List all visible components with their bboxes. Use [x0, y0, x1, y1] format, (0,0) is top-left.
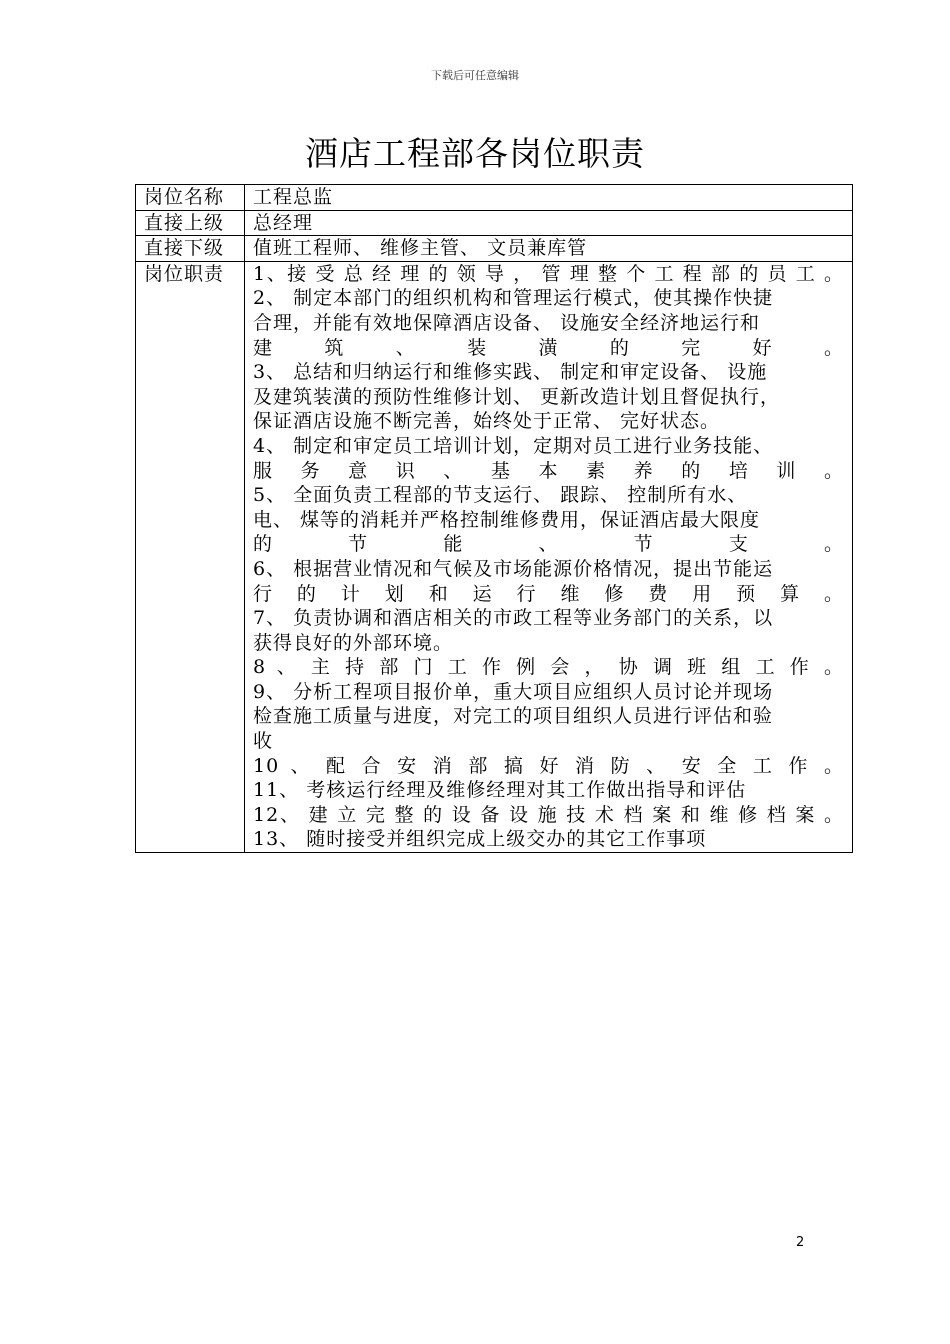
duty-line: 检查施工质量与进度，对完工的项目组织人员进行评估和验 [253, 705, 774, 728]
duty-line: 4、 制定和审定员工培训计划，定期对员工进行业务技能、 [253, 434, 774, 457]
duty-line: 合理，并能有效地保障酒店设备、 设施安全经济地运行和 [253, 311, 761, 334]
duty-line: 收 [253, 730, 274, 753]
duty-line: 5、 全面负责工程部的节支运行、 跟踪、 控制所有水、 [253, 484, 748, 507]
duty-line: 11、 考核运行经理及维修经理对其工作做出指导和评估 [253, 779, 747, 802]
duty-line: 13、 随时接受并组织完成上级交办的其它工作事项 [253, 828, 707, 851]
position-name-value: 工程总监 [245, 185, 853, 211]
job-duty-table [135, 184, 853, 853]
duty-line: 的 节 能 、 节 支 。 [253, 533, 844, 556]
duty-line: 7、 负责协调和酒店相关的市政工程等业务部门的关系，以 [253, 607, 774, 630]
page-number: 2 [796, 1235, 805, 1250]
duty-line: 及建筑装潢的预防性维修计划、 更新改造计划且督促执行， [253, 385, 781, 408]
duty-line: 2、 制定本部门的组织机构和管理运行模式，使其操作快捷 [253, 287, 774, 310]
duty-line: 12、 建 立 完 整 的 设 备 设 施 技 术 档 案 和 维 修 档 案 。 [253, 803, 844, 826]
direct-subordinates-label: 直接下级 [136, 236, 245, 262]
duty-line: 1、接 受 总 经 理 的 领 导 ， 管 理 整 个 工 程 部 的 员 工 。 [253, 262, 844, 285]
duty-line: 建 筑 、 装 潢 的 完 好 。 [253, 336, 844, 359]
table-row-direct-superior [136, 210, 853, 236]
position-name-label: 岗位名称 [136, 185, 245, 211]
table-row-position-name [136, 185, 853, 211]
direct-superior-label: 直接上级 [136, 210, 245, 236]
direct-superior-value: 总经理 [245, 210, 853, 236]
duty-line: 9、 分析工程项目报价单，重大项目应组织人员讨论并现场 [253, 680, 774, 703]
duty-line: 获得良好的外部环境。 [253, 631, 454, 654]
duty-line: 保证酒店设施不断完善，始终处于正常、 完好状态。 [253, 410, 721, 433]
duty-line: 6、 根据营业情况和气候及市场能源价格情况，提出节能运 [253, 557, 774, 580]
header-note: 下载后可任意编辑 [431, 69, 519, 82]
direct-subordinates-value: 值班工程师、 维修主管、 文员兼库管 [245, 236, 853, 262]
duties-label: 岗位职责 [136, 261, 245, 852]
table-row-duties [136, 261, 853, 852]
table-row-direct-subordinates [136, 236, 853, 262]
duty-line: 行 的 计 划 和 运 行 维 修 费 用 预 算 。 [253, 582, 844, 605]
duty-line: 服 务 意 识 、 基 本 素 养 的 培 训 。 [253, 459, 844, 482]
duty-line: 8 、 主 持 部 门 工 作 例 会 ， 协 调 班 组 工 作 。 [253, 656, 844, 679]
duty-line: 电、 煤等的消耗并严格控制维修费用，保证酒店最大限度 [253, 508, 761, 531]
duties-list [245, 261, 853, 852]
page-title: 酒店工程部各岗位职责 [305, 134, 645, 173]
duty-line: 10 、 配 合 安 消 部 搞 好 消 防 、 安 全 工 作 。 [253, 754, 844, 777]
duty-line: 3、 总结和归纳运行和维修实践、 制定和审定设备、 设施 [253, 361, 768, 384]
